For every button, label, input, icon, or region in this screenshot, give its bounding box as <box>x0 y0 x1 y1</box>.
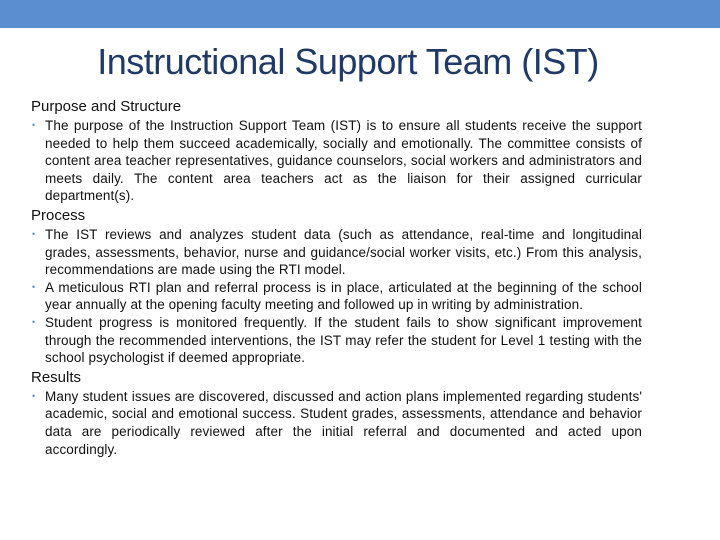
slide-title: Instructional Support Team (IST) <box>97 41 599 82</box>
bullet-icon: • <box>32 281 36 292</box>
bullet-icon: • <box>32 316 36 327</box>
slide-body <box>31 97 642 459</box>
bullet-item <box>31 314 642 367</box>
section-purpose <box>31 97 642 205</box>
bullet-icon: • <box>32 120 36 130</box>
bullet-text: The purpose of the Instruction Support Team (IST) is to ensure all students receive the support needed to help them succeed academically, socially and emotionally. The committee consists of content area teacher representatives, guidance counselors, social workers and administrators and meets daily. The content area teachers act as the liaison for their assigned curricular department(s). <box>45 118 642 204</box>
bullet-text: A meticulous RTI plan and referral process is in place, articulated at the beginning of the school year annually at the opening faculty meeting and followed up in writing by administration. <box>45 279 642 313</box>
bullet-icon: • <box>32 228 36 239</box>
bullet-item <box>31 117 642 205</box>
bullet-text: Student progress is monitored frequently. If the student fails to show significant improvement through the recommended interventions, the IST may refer the student for Level 1 testing with the school psychologist if deemed appropriate. <box>45 314 642 366</box>
section-process <box>31 206 642 367</box>
bullet-item <box>31 226 642 279</box>
section-heading: Purpose and Structure <box>31 98 182 115</box>
top-accent-bar <box>0 0 720 28</box>
bullet-icon: • <box>32 390 36 401</box>
bullet-list <box>31 388 642 458</box>
bullet-item <box>31 388 642 458</box>
bullet-list <box>31 117 642 205</box>
bullet-list <box>31 226 642 367</box>
section-results <box>31 368 642 458</box>
section-heading: Process <box>31 206 86 224</box>
section-heading: Results <box>31 368 82 386</box>
bullet-text: Many student issues are discovered, discussed and action plans implemented regarding students' academic, social and emotional success. Student grades, assessments, attendance and behavior data are periodically reviewed after the initial referral and documented and acted upon accordingly. <box>45 388 642 457</box>
bullet-text: The IST reviews and analyzes student data (such as attendance, real-time and longitudinal grades, assessments, behavior, nurse and guidance/social worker visits, etc.) From this analysis, recommendations are made using the RTI model. <box>45 226 642 278</box>
bullet-item <box>31 279 642 314</box>
